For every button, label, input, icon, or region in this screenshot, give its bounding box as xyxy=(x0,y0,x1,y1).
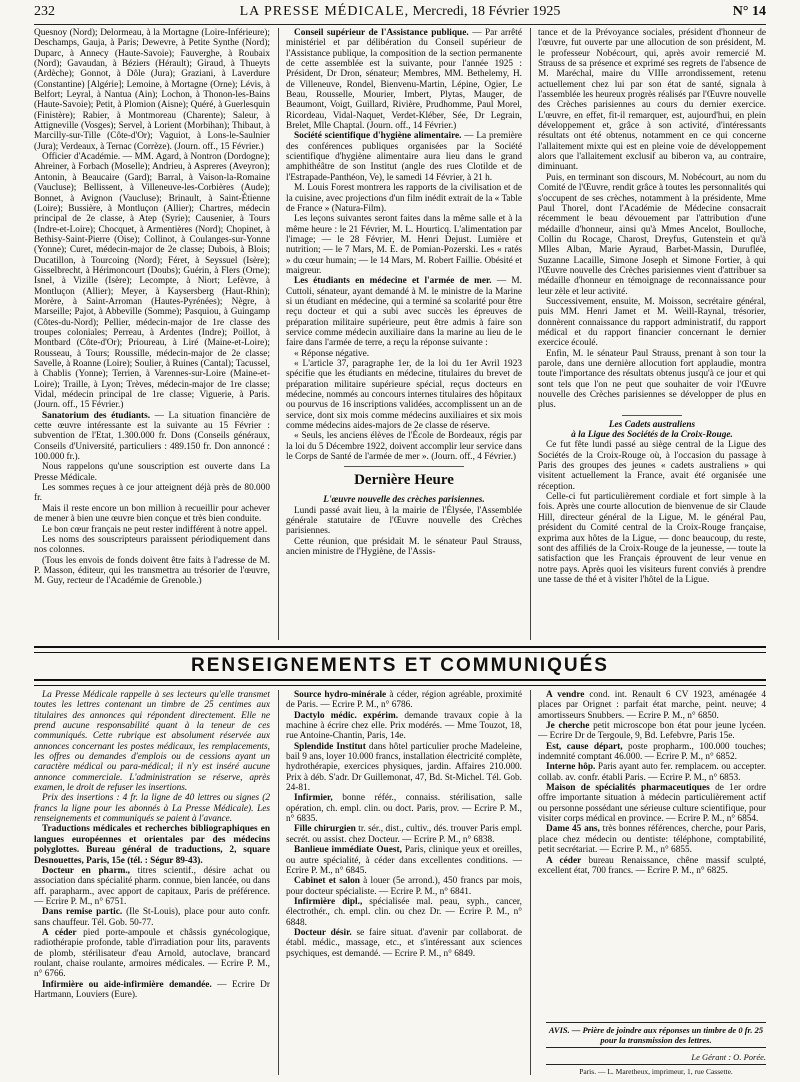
classified-ad-text: spécialisée mal. peau, syph., cancer, électrothér., ch. empl. clin. ou chez Dr. — Ecrire P. M., n° 6848. xyxy=(286,896,522,928)
classified-ad xyxy=(538,762,766,783)
classified-ad-lead: Cabinet et salon xyxy=(294,876,360,887)
classifieds-column-3 xyxy=(538,690,766,1020)
classified-ad-text: (Ile St-Louis), place pour auto confr. sans chauffeur. Tél. Gob. 50-77. xyxy=(34,907,270,928)
classified-ad-lead: Infirmier, xyxy=(294,793,333,804)
classified-ad-text: Paris ayant auto fer. remplacem. ou accepter. collab. av. confr. établi Paris. — Ecrire P. M., n° 6853. xyxy=(538,762,766,783)
classified-ad xyxy=(34,907,270,928)
classified-ad xyxy=(286,845,522,876)
section-rule-top xyxy=(34,646,766,653)
sanatorium-heading: Sanatorium des étudiants. xyxy=(42,410,151,421)
classified-ad-lead: Maison de spécialités pharmaceutiques xyxy=(546,783,710,794)
etudiants-heading: Les étudiants en médecine et l'armée de mer. xyxy=(294,276,492,287)
paragraph: Les noms des souscripteurs paraissent périodiquement dans nos colonnes. xyxy=(34,534,270,556)
classifieds-column-2 xyxy=(286,690,522,1075)
classified-ad xyxy=(538,690,766,721)
classified-ad-lead: Est, cause départ, xyxy=(546,741,623,752)
gerant-signature: Le Gérant : O. Porée. xyxy=(691,1052,766,1062)
classified-ad-text: à céder, région agréable, proximité de Paris. — Ecrire P. M., n° 6786. xyxy=(286,690,522,711)
column-divider xyxy=(278,690,279,1075)
classified-ad-text: pied porte-ampoule et châssis gynécologique, radiothérapie profonde, table d'irradiation pour lits, paravents de plomb, stérilisateur d'eau Arnold, autoclave, brancard roulant, chaise roulante, armoires médicales. — Ecrire P. M., n° 6766. xyxy=(34,927,270,980)
classified-ad xyxy=(286,711,522,742)
paragraph: « Seuls, les anciens élèves de l'École de Bordeaux, régis par la loi du 5 Décembre 1922, doivent accomplir leur service dans le Corps de Santé de l'armée de mer ». (Journ. off., 4 Février.) xyxy=(286,431,522,463)
assistance-text: — Par arrêté ministériel et par délibération du Conseil supérieur de l'Assistance publique, la composition de la section permanente de cette assemblée est la suivante, pour l'année 1925 : Président, Dr Dron, sénateur; Membres, MM. Bethelemy, H. de Villeneuve, Rondel, Bienvenu-Martin, Lépine, Ogier, Le Beau, Rousselle, Mourier, Imbert, Plytas, Mauger, de Beaumont, Voigt, Guillard, Rivière, Prudhomme, Paul Morel, Ricordeau, Vidal-Naquet, Verdet-Kléber, Sée, Dr Legrain, Brelet, Mlle Chaptal. (Journ. off., 14 Février.) xyxy=(286,28,522,132)
journal-name: LA PRESSE MÉDICALE, xyxy=(239,4,410,19)
classified-ad xyxy=(286,742,522,794)
classified-ad-lead: Dame 45 ans, xyxy=(546,824,600,835)
classified-ad xyxy=(286,793,522,824)
classified-ad xyxy=(538,742,766,763)
classified-ad xyxy=(538,783,766,824)
classified-ad xyxy=(34,980,270,1001)
officier-academie-list: Officier d'Académie. — MM. Agard, à Nontron (Dordogne); Ahreiner, à Forbach (Moselle); Andrieu, à Aspreres (Aveyron); Antonin, à Beaucaire (Gard); Barral, à Vaison-la-Romaine (Vaucluse); Bellissent, à Villeneuve-les-Corbières (Aude); Bonnet, à Avignon (Vaucluse); Brinault, à Saint-Étienne (Loire); Bussière, à Montluçon (Allier); Chartres, médecin principal de 2e classe, à Atep (Syrie); Causenier, à Tours (Indre-et-Loire); Chocquet, à Armentières (Nord); Chopinet, à Bethisy-Saint-Pierre (Oise); Collinot, à Coulanges-sur-Yonne (Yonne); Curet, médecin-major de 2e classe; Dubois, à Blois; Ducatillon, à Tourcoing (Nord); Féret, à Seyssuel (Isère); Gisselbrecht, à Hérimoncourt (Doubs); Guérin, à Flers (Orne); Isnel, à Vizille (Isère); Lecompte, à Niort; Lefèvre, à Montluçon (Allier); Meyer, à Kaysersberg (Haut-Rhin); Morère, à Saint-Arroman (Hautes-Pyrénées); Nègre, à Marseille; Pajot, à Abbeville (Somme); Pasquiou, à Guingamp (Côtes-du-Nord); Pellier, médecin-major de 1re classe des troupes coloniales; Perreau, à Ardentes (Indre); Poillot, à Montbard (Côte-d'Or); Prioureau, à Liré (Maine-et-Loire); Rousseau, à Tours; Roussille, médecin-major de 2e classe; Savelle, à Roanne (Loire); Soulier, à Ruines (Cantal); Tacussel, à Chablis (Yonne); Terrien, à Varennes-sur-Loire (Maine-et-Loire); Traille, à Lyon; Trèves, médecin-major de 1re classe; Vidal, médecin principal de 1re classe; Viguerie, à Paris. (Journ. off., 15 Février.) xyxy=(34,152,270,411)
paragraph: Enfin, M. le sénateur Paul Strauss, prenant à son tour la parole, dans une dernière allocution fort applaudie, montra toute l'importance des résultats obtenus jusqu'à ce jour et qui sont tels que l'on ne peut que souhaiter de voir l'Œuvre nouvelle des Crèches parisiennes se développer de plus en plus. xyxy=(538,348,766,411)
printer-rule xyxy=(546,1064,766,1065)
classified-ad-lead: A vendre xyxy=(546,690,585,700)
classified-ad-text: demande travaux copie à la machine à écrire chez elle. Prix modérés. — Mme Touzot, 18, rue Antoine-Chantin, Paris, 14e. xyxy=(286,710,522,742)
classified-ad-lead: Banlieue immédiate Ouest, xyxy=(294,845,402,856)
classified-ad-text: à louer (5e arrond.), 450 francs par mois, pour docteur spécialiste. — Ecrire P. M., n° 6841. xyxy=(286,876,522,897)
creches-heading: L'œuvre nouvelle des crèches parisiennes. xyxy=(323,495,485,506)
paragraph: Nous rappelons qu'une souscription est ouverte dans La Presse Médicale. xyxy=(34,462,270,483)
classified-ad-text: très bonnes références, cherche, pour Paris, place chez médecin ou dentiste: téléphone, comptabilité, petit secrétariat. — Ecrire P. M., n° 6855. xyxy=(538,824,766,856)
classified-ad-lead: A céder xyxy=(42,927,77,938)
classified-ad xyxy=(286,928,522,959)
classified-ad xyxy=(538,824,766,855)
hygiene-heading: Société scientifique d'hygiène alimentaire. xyxy=(294,131,462,142)
paragraph: Puis, en terminant son discours, M. Nobécourt, au nom du Comité de l'Œuvre, rendit grâce à toutes les personnalités qui s'occupent de ses crèches, notamment à la présidente, Mme Paul Thorel, dont l'Académie de Médecine consacrait récemment le beau dévouement par l'attribution d'une médaille d'honneur, ainsi qu'à Mmes Ancelot, Boulloche, Collin du Rocage, Charost, Dreyfus, Gutenstein et qu'à Mlles Alban, Marie Ayraud, Barbet-Massin, Duruflée, Suzanne Lacaille, Simone Joseph et Simone Fortier, à qui l'Œuvre nouvelle des Crèches parisiennes vient d'attribuer sa médaille d'honneur en témoignage de reconnaissance pour leur zèle et leur activité. xyxy=(538,172,766,297)
classifieds-notice: La Presse Médicale rappelle à ses lecteurs qu'elle transmet toutes les lettres contenant un timbre de 25 centimes aux titulaires des annonces qui répondent directement. Elle ne prend aucune responsabilité quant à la teneur de ces communiqués. Cette rubrique est absolument réservée aux annonces concernant les postes médicaux, les remplacements, les offres ou demandes d'emplois ou de cessions ayant un caractère médical ou para-médical; il n'y est inséré aucune annonce commerciale. L'administration se réserve, après examen, le droit de refuser les insertions. xyxy=(34,690,270,794)
classified-ad-lead: Docteur en pharm., xyxy=(42,865,130,876)
avis-rule-bottom xyxy=(546,1047,766,1048)
column-1 xyxy=(34,28,270,640)
paragraph: Le bon cœur français ne peut rester indifférent à notre appel. xyxy=(42,524,268,535)
avis-notice: AVIS. — Prière de joindre aux réponses un timbre de 0 fr. 25 pour la transmission des lettres. xyxy=(548,1025,764,1045)
classified-ad xyxy=(286,690,522,711)
classified-ad xyxy=(286,897,522,928)
classified-ad-lead: Infirmière ou aide-infirmière demandée. xyxy=(42,979,212,990)
paragraph: (Tous les envois de fonds doivent être faits à l'adresse de M. P. Masson, éditeur, qui les transmettra au trésorier de l'œuvre, M. Guy, recteur de l'Académie de Grenoble.) xyxy=(34,555,270,587)
paragraph: Ce fut fête lundi passé au siège central de la Ligue des Sociétés de la Croix-Rouge où, à l'occasion du passage à Paris des groupes des jeunes « cadets australiens » qui visitent actuellement la France, avait été organisée une réception. xyxy=(538,440,766,492)
classified-ad-text: se faire situat. d'avenir par collaborat. de établ. médic., massage, etc., et s'intéressant aux sciences psychiques, est demandé. — Ecrire P. M., n° 6849. xyxy=(286,927,522,959)
classified-ad-lead: Je cherche xyxy=(546,721,590,732)
classified-ad xyxy=(538,856,766,877)
classified-ad-lead: Source hydro-minérale xyxy=(294,690,387,700)
etudiants-text: — M. Cuttoli, sénateur, ayant demandé à M. le ministre de la Marine si un étudiant en médecine, qui a terminé sa scolarité pour être reçu docteur et qui a subi avec succès les épreuves de préparation militaire supérieure, peut être admis à faire son service comme médecin auxiliaire dans la marine au lieu de le faire dans l'armée de terre, a reçu la réponse suivante : xyxy=(286,276,522,349)
paragraph: Celle-ci fut particulièrement cordiale et fort simple à la fois. Après une courte allocution de bienvenue de sir Claude Hill, directeur général de la Ligue, M. le général Pau, président du Comité central de la Croix-Rouge française, exprima aux hôtes de la Ligue, — donc beaucoup, du reste, sont des affiliés de la Croix-Rouge de la jeunesse, — toute la satisfaction que les Français éprouvent de leur venue en notre pays. Après quoi les visiteurs furent conviés à prendre une tasse de thé et à visiter l'hôtel de la Ligue. xyxy=(538,492,766,585)
paragraph: Les leçons suivantes seront faites dans la même salle et à la même heure : le 21 Février, M. L. Hourticq. L'alimentation par l'image; — le 28 Février, M. Henri Dejust. Lumière et nutrition; — le 7 Mars, M. E. de Pomian-Pozerski. Les « ratés » du cœur humain; — le 14 Mars, M. Robert Faillie. Obésité et maigreur. xyxy=(286,214,522,276)
classified-ad-text: de 1er ordre offre importante situation à médecin particulièrement actif ou personne possédant une sérieuse culture scientifique, pour visiter corps médical en province. — Ecrire P. M., n° 6854. xyxy=(538,783,766,825)
paragraph: « L'article 37, paragraphe 1er, de la loi du 1er Avril 1923 spécifie que les étudiants en médecine, titulaires du brevet de préparation militaire supérieure spécial, reçus docteurs en médecine, nommés au concours internes titulaires des hôpitaux ou pourvus de 16 inscriptions validées, accomplissent un an de service, dont six mois comme médecins auxiliaires et six mois comme médecins aides-majors de 2e classe de réserve. xyxy=(286,359,522,432)
classified-ad-lead: A céder xyxy=(546,855,582,866)
classified-ad-text: cond. int. Renault 6 CV 1923, aménagée 4 places par Orignet : parfait état marche, peint. neuve; 4 amortisseurs Snubbers. — Ecrire P. M., n° 6850. xyxy=(538,690,766,721)
classifieds-column-1 xyxy=(34,690,270,1075)
nominations-list: Quesnoy (Nord); Delormeau, à la Mortagne (Loire-Inférieure); Deschamps, Gauja, à Paris; Dewevre, à Petite Synthe (Nord); Duparc, à Annecy (Haute-Savoie); Fauverghe, à Roubaix (Nord); Gavaudan, à Béziers (Hérault); Giraud, à Thueyts (Ardèche); Gonnot, à Dôle (Jura); Graziani, à Laverdure (Constantine) [Algérie]; Lemoine, à Mortagne (Orne); Lévis, à Belfort; Leyral, à Nantua (Ain); Lochon, à Thonon-les-Bains (Haute-Savoie); Petit, à Plomion (Aisne); Quéré, à Guerlesquin (Finistère); Rabier, à Montmoreau (Charente); Saleur, à Attigneville (Vosges); Servel, à Lorient (Morbihan); Thibaut, à Marcilly-sur-Tille (Côte-d'Or); Vaguiot, à Lons-le-Saulnier (Jura); Verdeaux, à Ternac (Corrèze). (Journ. off., 15 Février.) xyxy=(34,28,270,152)
classified-ad-text: dans hôtel particulier proche Madeleine, bail 9 ans, loyer 10.000 francs, installation électricité complète, hydrothérapie, exercices physiques, jardin. Affaires 210.000. Prix à déb. S'adr. Dr Guillemonat, 47, Bd. St-Michel. Tél. Gob. 24-81. xyxy=(286,741,522,794)
cadets-heading: Les Cadets australiens xyxy=(608,419,696,430)
classified-ad-text: poste propharm., 100.000 touches; indemnité comptant 46.000. — Ecrire P. M., n° 6852. xyxy=(538,741,766,763)
classified-ad-text: Traductions médicales et recherches bibliographiques en langues européennes et orientales par des médecins polyglottes. Bureau général de traductions, 2, square Desnouettes, Paris, 15e (tél. : Ségur 89-43). xyxy=(34,824,270,866)
classified-ad-lead: Splendide Institut xyxy=(294,741,366,752)
classified-ad-lead: Dactylo médic. expérim. xyxy=(294,710,399,721)
printer-imprint: Paris. — L. Maretheux, imprimeur, 1, rue Cassette. xyxy=(579,1067,733,1076)
masthead-line xyxy=(34,4,766,20)
section-divider xyxy=(344,466,464,467)
paragraph: Successivement, ensuite, M. Moisson, secrétaire général, puis MM. Henri Jamet et M. Weill-Raynal, trésorier, donnèrent connaissance du rapport administratif, du rapport médical et du rapport financier concernant le dernier exercice écoulé. xyxy=(538,296,766,349)
classified-ad-lead: Interne hôp. xyxy=(546,762,596,773)
hygiene-text: — La première des conférences publiques organisées par la Société scientifique d'hygiène alimentaire aura lieu dans le grand amphithéâtre de son Institut (angle des rues Clotilde et de l'Estrapade-Panthéon, Ve), le samedi 14 Février, à 21 h. xyxy=(286,131,522,183)
avis-rule-top xyxy=(546,1022,766,1023)
issue-date: Mercredi, 18 Février 1925 xyxy=(412,4,561,19)
paragraph: Lundi passé avait lieu, à la mairie de l'Élysée, l'Assemblée générale statutaire de l'Œuvre nouvelle des Crèches parisiennes. xyxy=(286,505,522,537)
issue-number: N° 14 xyxy=(732,4,766,19)
classified-ad-text: — Ecrire Dr Hartmann, Louviers (Eure). xyxy=(34,979,270,1000)
column-divider xyxy=(278,28,279,640)
paragraph: tance et de la Prévoyance sociales, président d'honneur de l'œuvre, fut ouverte par une allocution de son président, M. le professeur Nobécourt, qui, après avoir remercié M. Strauss de sa présence et exprimé ses regrets de l'absence de M. Maréchal, maire du VIIIe arrondissement, retenu actuellement chez lui par son état de santé, signala à l'assemblée les heureux progrès réalisés par l'Œuvre nouvelle des Crèches parisiennes au cours du dernier exercice. L'œuvre, en effet, fit-il remarquer, est, aujourd'hui, en plein développement et, grâce à son activité, d'intéressants résultats ont été obtenus, notamment en ce qui concerne l'allaitement mixte qui est en pleine voie de développement alors que l'allaitement exclusif au biberon va, au contraire, diminuant. xyxy=(538,28,766,173)
classified-ad xyxy=(286,824,522,845)
classified-ad xyxy=(34,824,270,865)
classified-ad-lead: Dans remise partic. xyxy=(42,907,123,918)
column-3 xyxy=(538,28,766,640)
column-divider xyxy=(530,28,531,640)
classifieds-prices: Prix des insertions : 4 fr. la ligne de 40 lettres ou signes (2 francs la ligne pour les abonnés à La Presse Médicale). Les renseignements et communiqués se paient à l'avance. xyxy=(34,793,270,825)
page-header xyxy=(34,4,766,24)
page-number: 232 xyxy=(34,4,55,19)
classified-ad-lead: Infirmière dipl., xyxy=(294,896,363,907)
paragraph: Mais il reste encore un bon million à recueillir pour achever de mener à bien une œuvre bien conçue et très bien conduite. xyxy=(34,503,270,525)
paragraph: M. Louis Forest montrera les rapports de la civilisation et de la cuisine, avec projections d'un film inédit extrait de la « Table de France » (Natura-Film). xyxy=(286,183,522,214)
section-title: RENSEIGNEMENTS ET COMMUNIQUÉS xyxy=(191,655,609,676)
paragraph: Les sommes reçues à ce jour atteignent déjà près de 80.000 fr. xyxy=(34,483,270,504)
classified-ad-text: petit microscope bon état pour jeune lycéen. — Ecrire Dr de Tergoule, 9, Bd. Lefebvre, Paris 15e. xyxy=(538,721,766,742)
classified-ad xyxy=(34,928,270,980)
column-2 xyxy=(286,28,522,640)
classified-ad-text: tr. sér., dist., cultiv., dés. trouver Paris empl. secrét. ou assist. chez Docteur. — Ecrire P. M., n° 6838. xyxy=(286,824,522,845)
classified-ad-lead: Docteur désir. xyxy=(294,927,352,938)
classified-ad-text: Paris, clinique yeux et oreilles, ou autre spécialité, à céder dans excellentes conditions. — Ecrire P. M., n° 6845. xyxy=(286,845,522,876)
classified-ad xyxy=(34,866,270,907)
classified-ad xyxy=(286,876,522,897)
section-rule-bottom xyxy=(34,679,766,686)
section-divider xyxy=(622,415,682,416)
assistance-heading: Conseil supérieur de l'Assistance publique. xyxy=(294,28,469,38)
classified-ad-text: titres scientif., désire achat ou association dans spécialité pharm. connue, bien lancée, ou dans aff. parapharm., avec apport de capitaux, Paris de préférence. — Ecrire P. M., n° 6751. xyxy=(34,865,270,907)
header-rule xyxy=(34,24,766,25)
classified-ad-lead: Fille chirurgien xyxy=(294,824,356,835)
column-divider xyxy=(530,690,531,1075)
classified-ad-text: bureau Renaissance, chêne massif sculpté, excellent état, 700 francs. — Ecrire P. M., n° 6825. xyxy=(538,855,766,876)
paragraph: Cette réunion, que présidait M. le sénateur Paul Strauss, ancien ministre de l'Hygiène, de l'Assis- xyxy=(286,536,522,558)
cadets-subheading: à la Ligue des Sociétés de la Croix-Rouge. xyxy=(571,430,733,441)
classified-ad-text: bonne référ., connaiss. stérilisation, salle opération, ch. empl. clin. ou doct. Paris, prov. — Ecrire P. M., n° 6835. xyxy=(286,793,522,825)
sanatorium-text: — La situation financière de cette œuvre intéressante est la suivante au 15 Février : subvention de l'Etat, 1.300.000 fr. Dons (Conseils généraux, Conseils d'Université, particuliers : 489.150 fr. Don annoncé : 100.000 fr.). xyxy=(34,410,270,463)
classified-ad xyxy=(538,721,766,742)
paragraph: « Réponse négative. xyxy=(294,348,370,359)
derniere-heure-title: Dernière Heure xyxy=(354,472,454,489)
